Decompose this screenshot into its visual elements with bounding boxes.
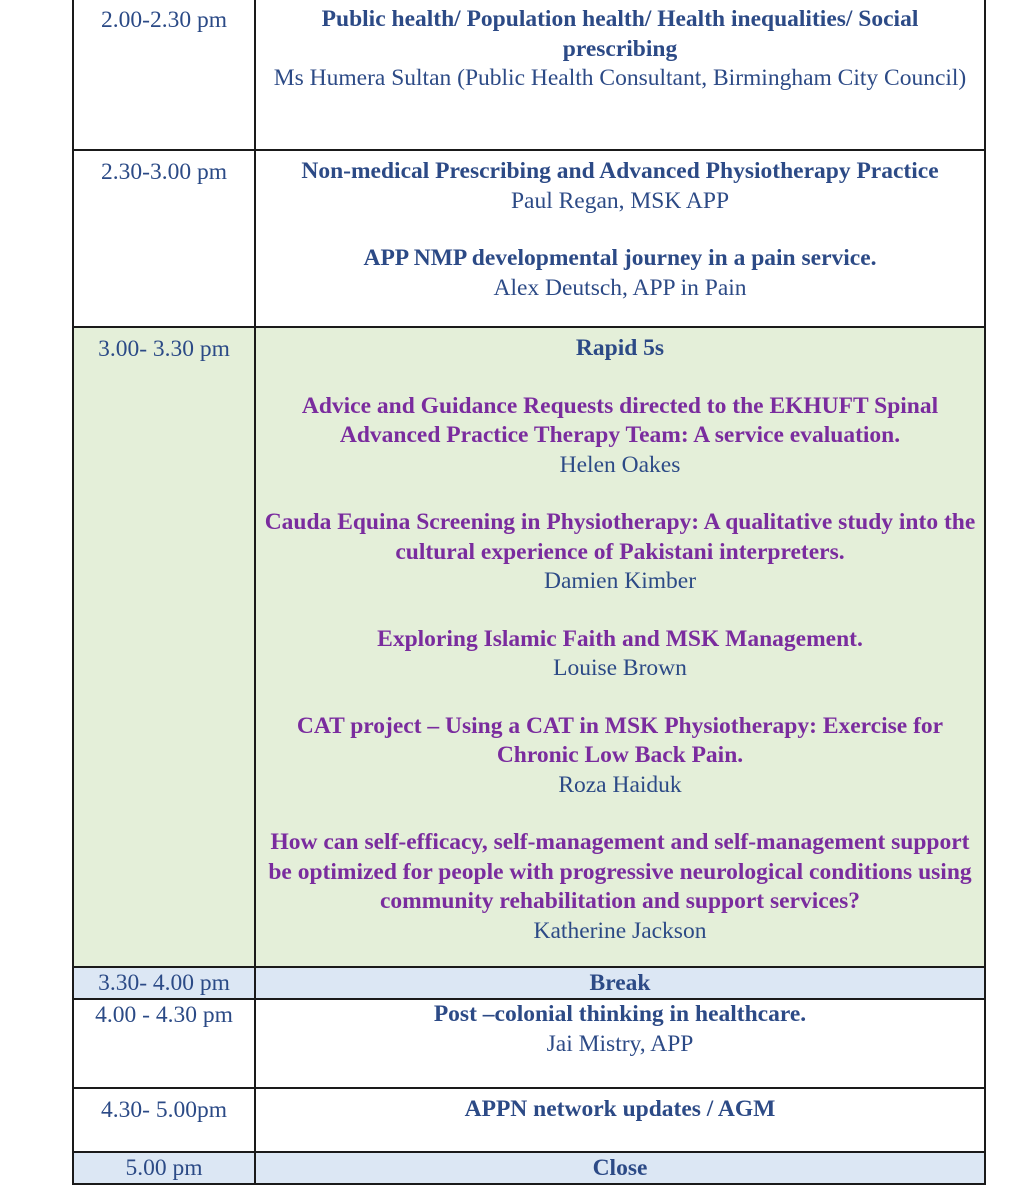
session-content [255, 1088, 985, 1152]
session-time: 3.30- 4.00 pm [73, 967, 255, 999]
talk-speaker: Helen Oakes [559, 451, 681, 478]
session-speaker: Jai Mistry, APP [546, 1030, 694, 1057]
session-content [255, 999, 985, 1088]
session-content [255, 327, 985, 967]
talk-speaker: Alex Deutsch, APP in Pain [493, 274, 747, 301]
session-title: Break [589, 970, 651, 996]
session-title: Public health/ Population health/ Health inequalities/ Social prescribing [321, 6, 919, 62]
talk-title: How can self-efficacy, self-management and self-management support be optimized for people with progressive neurological conditions using community rehabilitation and support services? [268, 829, 972, 914]
session-time: 5.00 pm [73, 1152, 255, 1184]
talk-title: Exploring Islamic Faith and MSK Management. [377, 625, 863, 652]
session-speaker: Ms Humera Sultan (Public Health Consultant, Birmingham City Council) [273, 65, 967, 91]
agenda-row-close [73, 1152, 985, 1184]
session-content [255, 0, 985, 150]
talk-speaker: Louise Brown [553, 655, 687, 681]
talk-title: Cauda Equina Screening in Physiotherapy: A qualitative study into the cultural experience of Pakistani interpreters. [264, 509, 976, 565]
agenda-row [73, 1088, 985, 1152]
agenda-row [73, 150, 985, 327]
session-time: 3.00- 3.30 pm [73, 327, 255, 967]
session-time: 2.00-2.30 pm [73, 0, 255, 150]
talk-title: Non-medical Prescribing and Advanced Physiotherapy Practice [301, 158, 939, 184]
session-title: Close [592, 1155, 648, 1181]
talk-title: CAT project – Using a CAT in MSK Physiotherapy: Exercise for Chronic Low Back Pain. [296, 712, 944, 768]
session-title: APPN network updates / AGM [464, 1096, 776, 1122]
agenda-row-break [73, 967, 985, 999]
talk-title: Advice and Guidance Requests directed to the EKHUFT Spinal Advanced Practice Therapy Team: A service evaluation. [301, 392, 939, 448]
session-time: 4.00 - 4.30 pm [73, 999, 255, 1088]
session-time: 2.30-3.00 pm [73, 150, 255, 327]
agenda-table [72, 0, 986, 1185]
session-content [255, 150, 985, 327]
session-content [255, 1152, 985, 1184]
agenda-row [73, 0, 985, 150]
talk-title: APP NMP developmental journey in a pain service. [363, 245, 877, 271]
agenda-row [73, 999, 985, 1088]
talk-speaker: Damien Kimber [543, 568, 697, 594]
agenda-row-rapid [73, 327, 985, 967]
talk-speaker: Paul Regan, MSK APP [510, 187, 730, 214]
session-content [255, 967, 985, 999]
session-title: Post –colonial thinking in healthcare. [433, 1001, 807, 1027]
session-time: 4.30- 5.00pm [73, 1088, 255, 1152]
talk-speaker: Katherine Jackson [533, 917, 707, 944]
session-heading: Rapid 5s [575, 335, 665, 361]
talk-speaker: Roza Haiduk [558, 771, 682, 798]
